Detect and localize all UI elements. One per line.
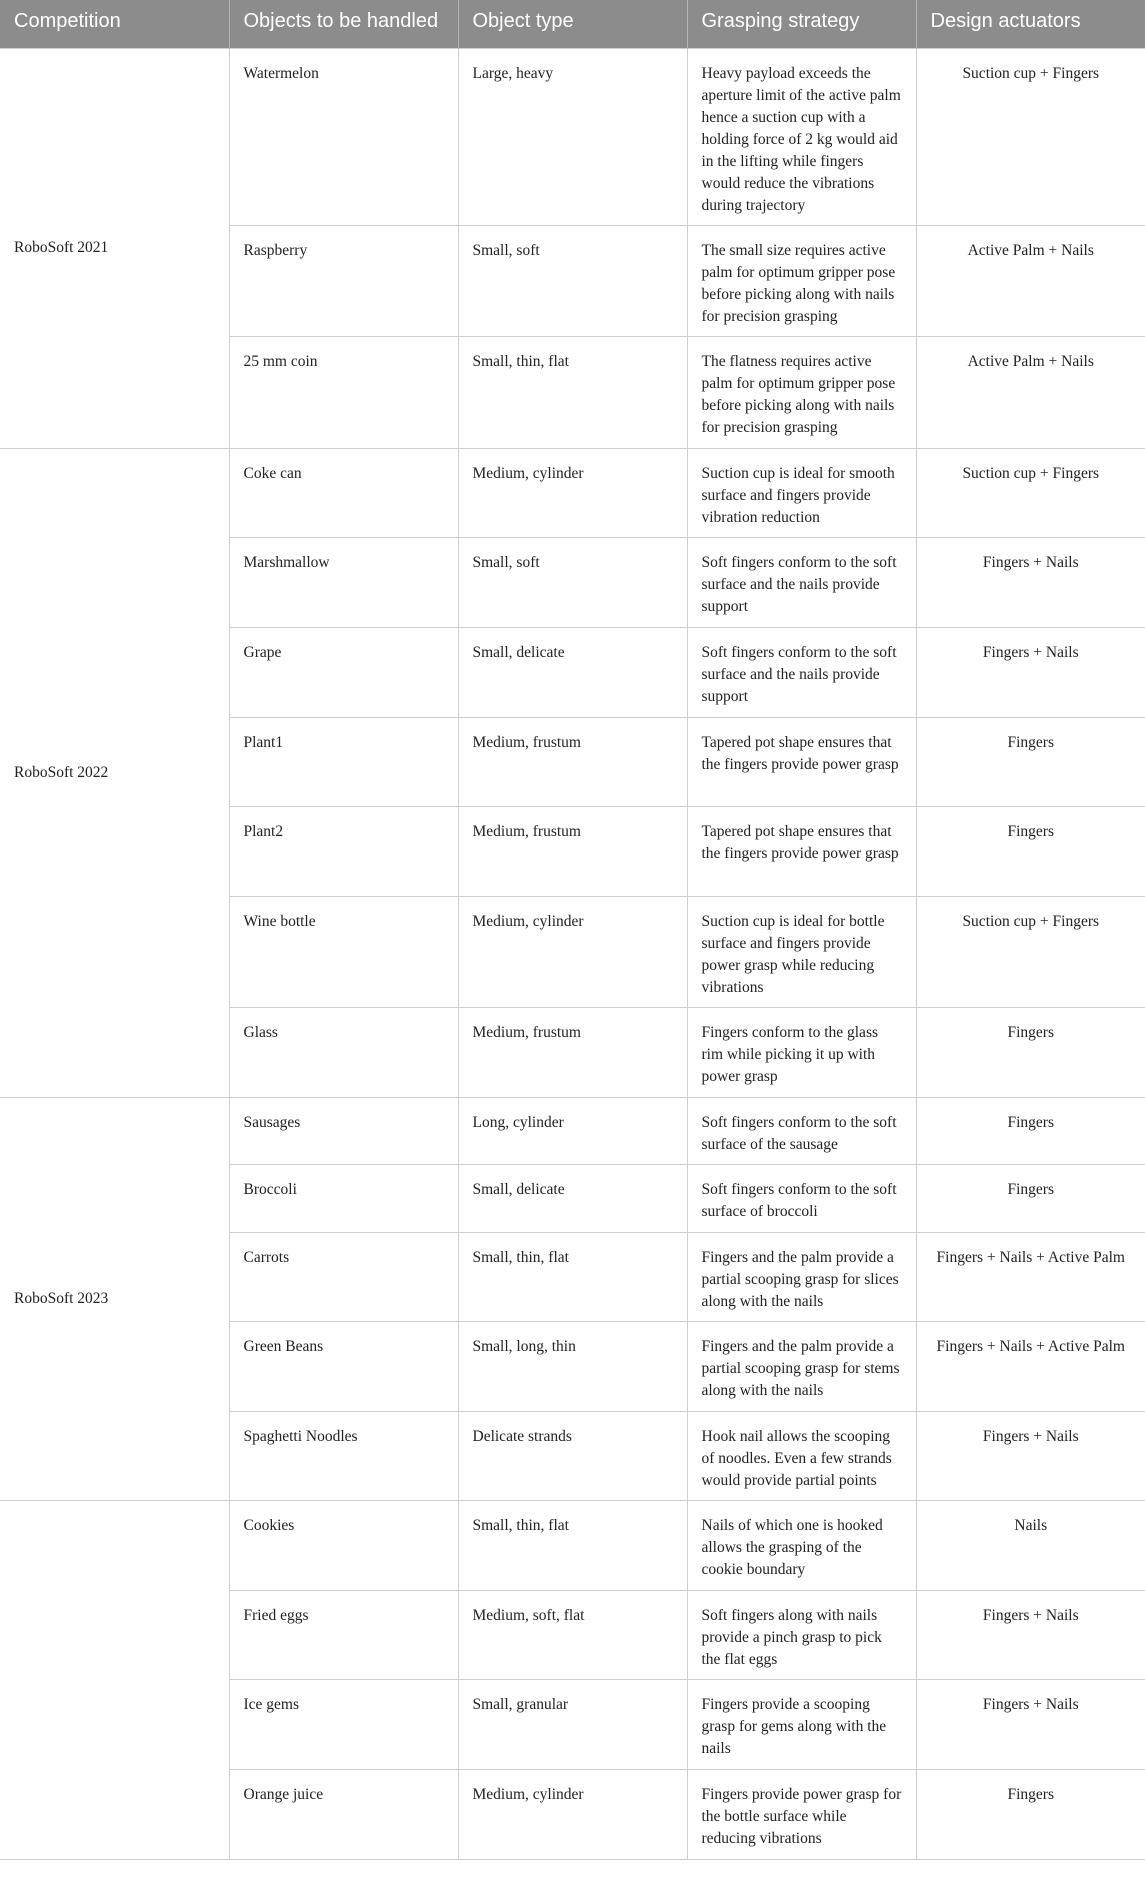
type-cell: Long, cylinder <box>458 1097 687 1164</box>
actuators-cell: Nails <box>916 1500 1145 1590</box>
strategy-cell: Hook nail allows the scooping of noodles. Even a few strands would provide partial points <box>687 1411 916 1500</box>
strategy-cell: Tapered pot shape ensures that the fingers provide power grasp <box>687 717 916 806</box>
actuators-cell: Fingers <box>916 1097 1145 1164</box>
strategy-cell: Fingers conform to the glass rim while picking it up with power grasp <box>687 1007 916 1097</box>
table-row <box>0 1500 1145 1590</box>
strategy-cell: Fingers provide power grasp for the bottle surface while reducing vibrations <box>687 1769 916 1859</box>
header-row <box>0 0 1145 48</box>
competition-cell: RoboSoft 2022 <box>0 448 229 1097</box>
competition-cell: RoboSoft 2023 <box>0 1097 229 1500</box>
object-cell: Marshmallow <box>229 537 458 627</box>
type-cell: Large, heavy <box>458 48 687 225</box>
object-cell: Raspberry <box>229 225 458 336</box>
object-cell: Watermelon <box>229 48 458 225</box>
strategy-cell: Nails of which one is hooked allows the grasping of the cookie boundary <box>687 1500 916 1590</box>
object-cell: Spaghetti Noodles <box>229 1411 458 1500</box>
object-cell: Green Beans <box>229 1321 458 1411</box>
type-cell: Small, thin, flat <box>458 1232 687 1321</box>
competition-cell: RoboSoft 2021 <box>0 48 229 448</box>
type-cell: Medium, cylinder <box>458 896 687 1007</box>
strategy-cell: Fingers provide a scooping grasp for gems along with the nails <box>687 1679 916 1769</box>
actuators-cell: Suction cup + Fingers <box>916 48 1145 225</box>
object-cell: Plant2 <box>229 806 458 896</box>
object-cell: Coke can <box>229 448 458 537</box>
type-cell: Small, delicate <box>458 627 687 717</box>
table-row <box>0 1097 1145 1164</box>
strategy-cell: Suction cup is ideal for smooth surface and fingers provide vibration reduction <box>687 448 916 537</box>
type-cell: Medium, soft, flat <box>458 1590 687 1679</box>
strategy-cell: Fingers and the palm provide a partial scooping grasp for stems along with the nails <box>687 1321 916 1411</box>
actuators-cell: Suction cup + Fingers <box>916 448 1145 537</box>
actuators-cell: Fingers + Nails <box>916 1590 1145 1679</box>
type-cell: Small, long, thin <box>458 1321 687 1411</box>
object-cell: Grape <box>229 627 458 717</box>
strategy-cell: Soft fingers conform to the soft surface of the sausage <box>687 1097 916 1164</box>
header-objects: Objects to be handled <box>229 0 458 48</box>
type-cell: Medium, cylinder <box>458 448 687 537</box>
type-cell: Small, soft <box>458 537 687 627</box>
strategy-cell: The flatness requires active palm for optimum gripper pose before picking along with nails for precision grasping <box>687 336 916 448</box>
object-cell: 25 mm coin <box>229 336 458 448</box>
strategy-cell: Soft fingers conform to the soft surface of broccoli <box>687 1164 916 1232</box>
actuators-cell: Active Palm + Nails <box>916 225 1145 336</box>
actuators-cell: Fingers <box>916 1164 1145 1232</box>
object-cell: Broccoli <box>229 1164 458 1232</box>
type-cell: Small, granular <box>458 1679 687 1769</box>
object-cell: Ice gems <box>229 1679 458 1769</box>
strategy-cell: Heavy payload exceeds the aperture limit of the active palm hence a suction cup with a holding force of 2 kg would aid in the lifting while fingers would reduce the vibrations during trajectory <box>687 48 916 225</box>
header-grasping-strategy: Grasping strategy <box>687 0 916 48</box>
strategy-cell: Soft fingers along with nails provide a pinch grasp to pick the flat eggs <box>687 1590 916 1679</box>
actuators-cell: Fingers + Nails <box>916 1411 1145 1500</box>
strategy-cell: Soft fingers conform to the soft surface and the nails provide support <box>687 537 916 627</box>
type-cell: Medium, frustum <box>458 1007 687 1097</box>
actuators-cell: Fingers <box>916 717 1145 806</box>
header-competition: Competition <box>0 0 229 48</box>
type-cell: Small, thin, flat <box>458 1500 687 1590</box>
type-cell: Small, delicate <box>458 1164 687 1232</box>
table-row <box>0 48 1145 225</box>
actuators-cell: Fingers + Nails <box>916 627 1145 717</box>
actuators-cell: Fingers + Nails + Active Palm <box>916 1321 1145 1411</box>
type-cell: Delicate strands <box>458 1411 687 1500</box>
object-cell: Orange juice <box>229 1769 458 1859</box>
actuators-cell: Fingers <box>916 806 1145 896</box>
object-cell: Carrots <box>229 1232 458 1321</box>
actuators-cell: Active Palm + Nails <box>916 336 1145 448</box>
type-cell: Medium, frustum <box>458 806 687 896</box>
header-object-type: Object type <box>458 0 687 48</box>
object-cell: Sausages <box>229 1097 458 1164</box>
actuators-cell: Suction cup + Fingers <box>916 896 1145 1007</box>
actuators-cell: Fingers <box>916 1769 1145 1859</box>
actuators-cell: Fingers <box>916 1007 1145 1097</box>
strategy-cell: Fingers and the palm provide a partial scooping grasp for slices along with the nails <box>687 1232 916 1321</box>
strategy-cell: Tapered pot shape ensures that the fingers provide power grasp <box>687 806 916 896</box>
type-cell: Small, soft <box>458 225 687 336</box>
object-cell: Plant1 <box>229 717 458 806</box>
type-cell: Medium, frustum <box>458 717 687 806</box>
object-cell: Fried eggs <box>229 1590 458 1679</box>
object-cell: Cookies <box>229 1500 458 1590</box>
strategy-cell: The small size requires active palm for optimum gripper pose before picking along with nails for precision grasping <box>687 225 916 336</box>
strategy-cell: Suction cup is ideal for bottle surface and fingers provide power grasp while reducing vibrations <box>687 896 916 1007</box>
object-cell: Wine bottle <box>229 896 458 1007</box>
object-cell: Glass <box>229 1007 458 1097</box>
type-cell: Small, thin, flat <box>458 336 687 448</box>
competition-cell <box>0 1500 229 1859</box>
actuators-cell: Fingers + Nails <box>916 537 1145 627</box>
actuators-cell: Fingers + Nails + Active Palm <box>916 1232 1145 1321</box>
table-row <box>0 448 1145 537</box>
strategy-cell: Soft fingers conform to the soft surface and the nails provide support <box>687 627 916 717</box>
type-cell: Medium, cylinder <box>458 1769 687 1859</box>
actuators-cell: Fingers + Nails <box>916 1679 1145 1769</box>
header-design-actuators: Design actuators <box>916 0 1145 48</box>
